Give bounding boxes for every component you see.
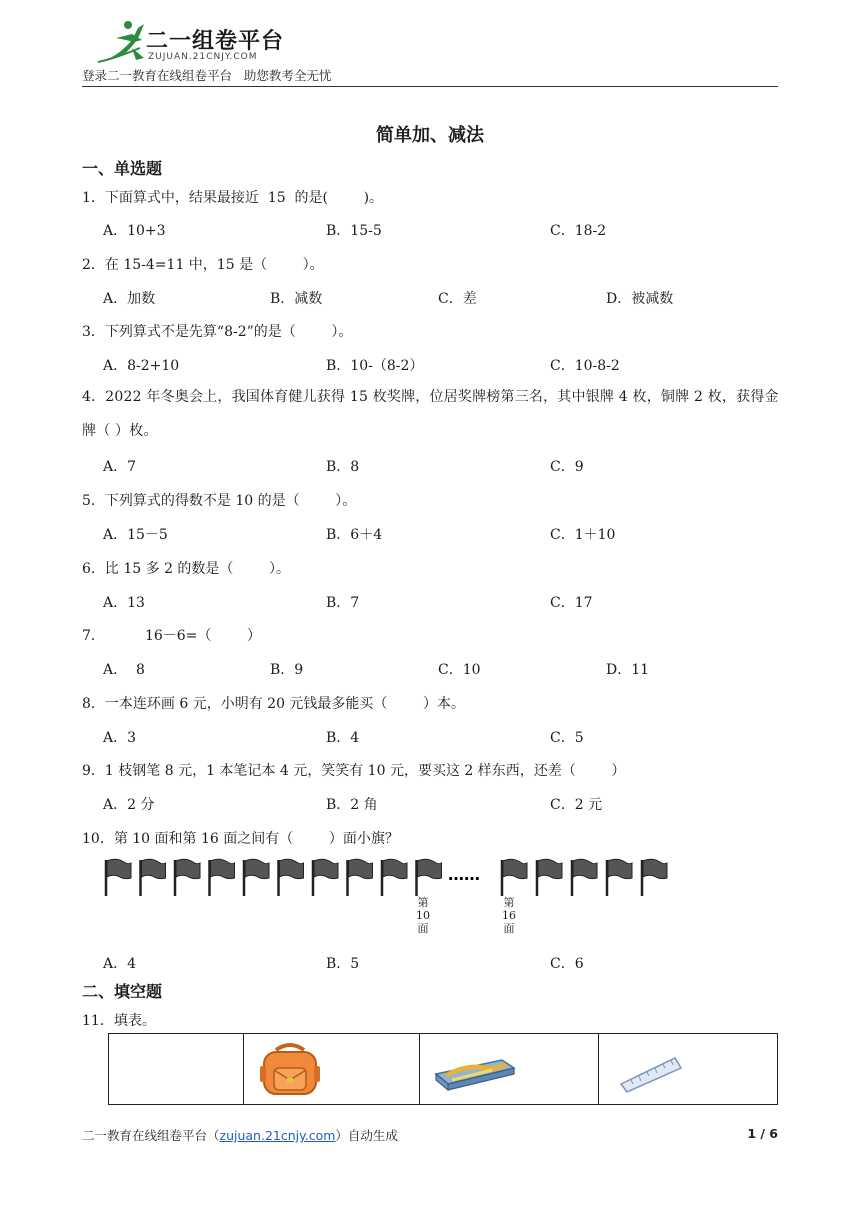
document-title: 简单加、减法 [376, 125, 484, 146]
table-cell-pencil-case [419, 1034, 599, 1105]
q7-option-c[interactable]: C．10 [438, 662, 481, 678]
flag-icon [210, 859, 235, 896]
q9-option-a[interactable]: A．2 分 [103, 797, 155, 813]
q1-option-b[interactable]: B．15-5 [326, 223, 382, 239]
question-1: 1．下面算式中，结果最接近 15 的是( )。 [82, 190, 384, 206]
q9-option-b[interactable]: B．2 角 [326, 797, 378, 813]
flag-icon [313, 859, 338, 896]
table-cell-backpack [243, 1034, 419, 1105]
question-6: 6．比 15 多 2 的数是（ ）。 [82, 561, 291, 577]
question-4: 4．2022 年冬奥会上，我国体育健儿获得 15 枚奖牌，位居奖牌榜第三名，其中银牌 4 枚，铜牌 2 枚，获得金牌（ ）枚。 [82, 389, 779, 439]
q2-option-b[interactable]: B．减数 [270, 291, 323, 307]
q5-option-a[interactable]: A．15－5 [103, 527, 168, 543]
flag-label-10: 第10面 [416, 896, 430, 935]
header-slogan: 登录二一教育在线组卷平台 助您教考全无忧 [82, 68, 332, 83]
footer-suffix: ）自动生成 [335, 1128, 398, 1143]
q4-option-a[interactable]: A．7 [103, 459, 137, 475]
table-row [109, 1034, 778, 1105]
question-11: 11．填表。 [82, 1013, 156, 1029]
q2-option-d[interactable]: D．被减数 [606, 291, 674, 307]
ellipsis-dots: …… [448, 865, 480, 884]
flag-icon [348, 859, 373, 896]
section-heading-fill-blank: 二、填空题 [82, 982, 163, 1001]
footer-link[interactable]: zujuan.21cnjy.com [219, 1128, 336, 1143]
table-cell-blank[interactable] [109, 1034, 244, 1105]
question-9: 9．1 枝钢笔 8 元，1 本笔记本 4 元，笑笑有 10 元，要买这 2 样东西，还差（ ） [82, 763, 626, 779]
flags-figure [102, 856, 682, 940]
footer-source [82, 1126, 398, 1144]
q8-option-b[interactable]: B．4 [326, 730, 360, 746]
flag-icon [642, 859, 667, 896]
question-10: 10．第 10 面和第 16 面之间有（ ）面小旗？ [82, 831, 399, 847]
q9-option-c[interactable]: C．2 元 [550, 797, 603, 813]
q3-option-b[interactable]: B．10-（8-2） [326, 358, 424, 374]
flag-label-16: 第16面 [502, 896, 516, 935]
question-3: 3．下列算式不是先算“8-2”的是（ ）。 [82, 324, 353, 340]
q6-option-c[interactable]: C．17 [550, 595, 593, 611]
fill-table [108, 1033, 778, 1105]
flag-icon [572, 859, 597, 896]
header-divider [82, 86, 778, 87]
q1-option-c[interactable]: C．18-2 [550, 223, 607, 239]
q7-option-a[interactable]: A． 8 [103, 662, 145, 678]
question-8: 8．一本连环画 6 元，小明有 20 元钱最多能买（ ）本。 [82, 696, 466, 712]
q7-option-d[interactable]: D．11 [606, 662, 650, 678]
ruler-icon [617, 1046, 687, 1096]
q4-option-b[interactable]: B．8 [326, 459, 360, 475]
question-2: 2．在 15-4=11 中，15 是（ ）。 [82, 257, 324, 273]
q8-option-a[interactable]: A．3 [103, 730, 137, 746]
flag-icon [417, 859, 442, 896]
q7-option-b[interactable]: B．9 [270, 662, 304, 678]
q3-option-c[interactable]: C．10-8-2 [550, 358, 620, 374]
section-heading-single-choice: 一、单选题 [82, 159, 163, 178]
table-cell-ruler [599, 1034, 778, 1105]
flag-icon [244, 859, 269, 896]
q10-option-a[interactable]: A．4 [103, 956, 137, 972]
backpack-icon [254, 1040, 326, 1098]
flag-icon [607, 859, 632, 896]
logo-text: 二一组卷平台 [146, 29, 285, 54]
logo-subtext: ZUJUAN.21CNJY.COM [148, 52, 258, 62]
pencil-case-icon [432, 1046, 518, 1096]
footer-prefix: 二一教育在线组卷平台（ [82, 1128, 220, 1143]
q6-option-a[interactable]: A．13 [103, 595, 145, 611]
flag-icon [175, 859, 200, 896]
q1-option-a[interactable]: A．10+3 [103, 223, 166, 239]
flag-row-icon [102, 856, 682, 900]
q5-option-c[interactable]: C．1＋10 [550, 527, 616, 543]
question-5: 5．下列算式的得数不是 10 的是（ ）。 [82, 493, 357, 509]
flag-icon [279, 859, 304, 896]
q2-option-c[interactable]: C．差 [438, 291, 477, 307]
q8-option-c[interactable]: C．5 [550, 730, 584, 746]
question-7: 7． 16－6=（ ） [82, 628, 262, 644]
flag-icon [502, 859, 527, 896]
q4-option-c[interactable]: C．9 [550, 459, 584, 475]
flag-icon [382, 859, 407, 896]
q10-option-c[interactable]: C．6 [550, 956, 584, 972]
q2-option-a[interactable]: A．加数 [103, 291, 156, 307]
flag-icon [537, 859, 562, 896]
page-number: 1 / 6 [747, 1126, 778, 1141]
q3-option-a[interactable]: A．8-2+10 [103, 358, 180, 374]
q5-option-b[interactable]: B．6＋4 [326, 527, 383, 543]
q10-option-b[interactable]: B．5 [326, 956, 360, 972]
q6-option-b[interactable]: B．7 [326, 595, 360, 611]
flag-icon [141, 859, 166, 896]
flag-icon [106, 859, 131, 896]
